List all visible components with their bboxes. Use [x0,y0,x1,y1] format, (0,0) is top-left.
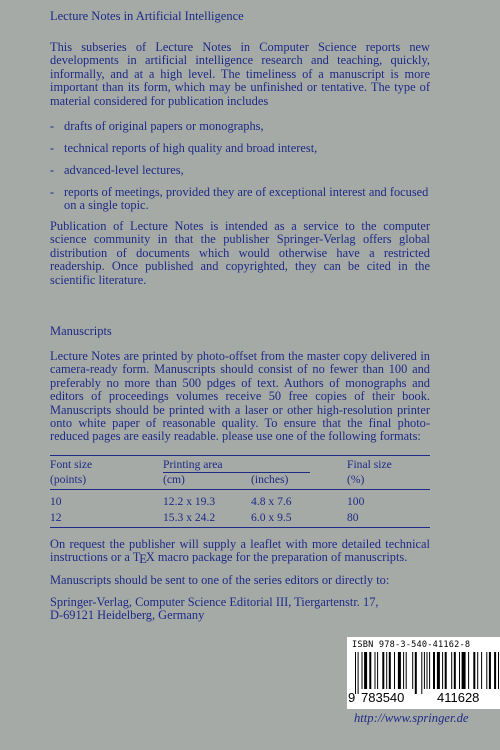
barcode-bar [468,652,469,689]
row-2-font-size: 12 [50,511,62,524]
barcode-bar [442,652,443,689]
row-1-final-size: 100 [347,495,365,508]
list-item-text: technical reports of high quality and broad interest, [64,140,318,155]
barcode-bar [364,652,367,689]
tex-logo-e: E [139,552,147,567]
send-to-paragraph: Manuscripts should be sent to one of the series editors or directly to: [50,573,390,587]
list-item-text: advanced-level lectures, [64,162,184,177]
barcode-bar [454,652,456,689]
table-bottom-rule [50,527,430,528]
barcode-bar [427,652,428,689]
barcode-bar [481,652,482,689]
barcode-bar [429,652,430,689]
header-printing-area: Printing area [163,458,223,471]
barcode-left-digits: 783540 [361,690,405,705]
bullet-dash: - [50,162,55,177]
barcode-right-digits: 411628 [437,690,480,705]
row-2-inches: 6.0 x 9.5 [251,511,292,524]
barcode-bar [498,652,499,689]
barcode-bar [424,652,425,689]
barcode-bar [489,652,491,689]
list-item [50,186,430,213]
barcode-bar [494,652,496,689]
barcode-bar [375,652,376,689]
barcode-bar [477,652,478,689]
table-header-rule [50,489,430,490]
header-final-size-unit: (%) [347,473,365,486]
barcode-bar [486,652,487,689]
table-top-rule [50,455,430,456]
request-paragraph [50,538,430,565]
request-text-end: X macro package for the preparation of manuscripts. [145,550,408,565]
back-cover [50,0,480,750]
barcode-bar [433,652,435,689]
publisher-address [50,596,430,623]
material-list [50,120,430,221]
barcode-bar [386,652,387,689]
header-inches: (inches) [251,473,289,486]
list-item [50,120,430,133]
barcode-bar [437,652,440,689]
barcode-bar [445,652,447,689]
barcode-bar [451,652,452,689]
barcode-bar [394,652,395,689]
barcode-bar [358,652,359,694]
barcode-bar [377,652,378,689]
list-item-text: reports of meetings, provided they are of exceptional interest and focused on a single topic. [64,184,429,213]
barcode-bar [406,652,407,689]
bullet-dash: - [50,140,55,155]
barcode-bar [473,652,475,689]
barcode-lead-digit: 9 [348,690,356,705]
row-1-cm: 12.2 x 19.3 [163,495,216,508]
barcode-bar [389,652,391,689]
manuscripts-heading: Manuscripts [50,324,112,338]
row-2-cm: 15.3 x 24.2 [163,511,216,524]
list-item [50,142,430,155]
barcode-bar [403,652,404,689]
row-1-font-size: 10 [50,495,62,508]
list-item [50,164,430,177]
address-line-1: Springer-Verlag, Computer Science Editorial III, Tiergartenstr. 17, [50,595,379,609]
bullet-dash: - [50,119,55,133]
address-line-2: D-69121 Heidelberg, Germany [50,608,205,623]
barcode-bar [362,652,363,689]
header-final-size: Final size [347,458,392,471]
intro-paragraph: This subseries of Lecture Notes in Computer Science reports new developments in artificial intelligence research and teaching, quickly, informally, and at a high level. The timeliness of a manuscript is more important than its form, which may be unfinished or tentative. The type of material considered for publication includes [50,40,430,108]
header-font-size-unit: (points) [50,473,87,486]
row-2-final-size: 80 [347,511,359,524]
header-font-size: Font size [50,458,93,471]
list-item-text: drafts of original papers or monographs, [64,119,264,133]
manuscripts-paragraph: Lecture Notes are printed by photo-offset from the master copy delivered in camera-ready form. Manuscripts should consist of no fewer than 100 and preferably no more than 500 pdges of text. Authors of monographs and editors of proceedings volumes receive 50 free copies of their book. Manuscripts should be printed with a laser or other high-resolution printer onto white paper of reasonable quality. To ensure that the final photo-reduced pages are easily readable. please use one of the following formats: [50,349,430,444]
barcode-bar [369,652,371,689]
isbn-label: ISBN 978-3-540-41162-8 [352,640,471,650]
header-cm: (cm) [163,473,185,486]
row-1-inches: 4.8 x 7.6 [251,495,292,508]
barcode-bars-icon [355,652,500,694]
request-text-start: On request the publisher will supply a leaflet with more detailed technical instructions or a T [50,537,430,565]
barcode-bar [459,652,460,689]
barcode-bar [412,652,413,689]
barcode-bar [382,652,384,689]
barcode-bar [462,652,466,689]
barcode-bar [398,652,401,689]
publisher-url[interactable]: http://www.springer.de [354,711,469,725]
barcode-bar [355,652,356,694]
bullet-dash: - [50,184,55,199]
publication-paragraph: Publication of Lecture Notes is intended as a service to the computer science community in that the publisher Springer-Verlag offers global distribution of documents which would otherwise have a restricted readership. Once published and copyrighted, they can be cited in the scientific literature. [50,219,430,287]
barcode-bar [415,652,417,694]
isbn-barcode [347,637,500,709]
series-title: Lecture Notes in Artificial Intelligence [50,9,244,23]
barcode-bar [421,652,422,694]
